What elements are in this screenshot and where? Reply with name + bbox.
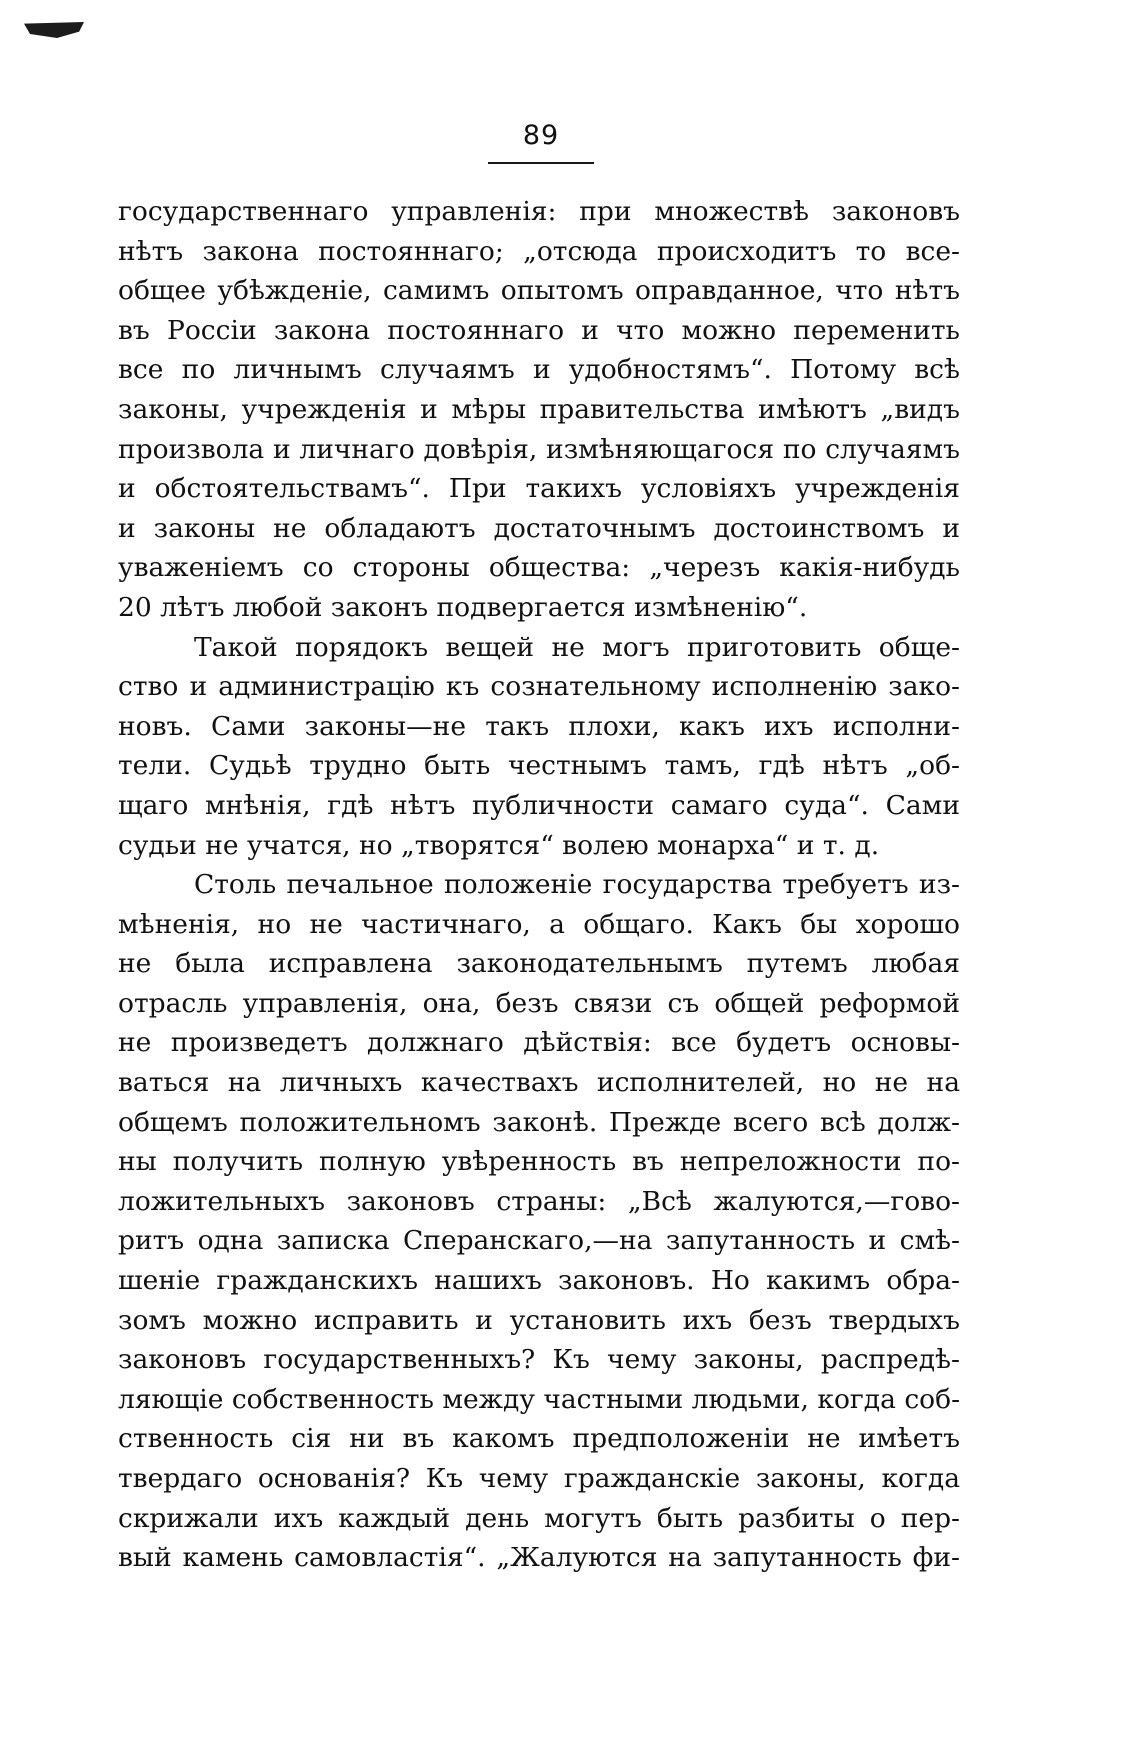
body-text: [118, 192, 960, 1578]
paragraph: [118, 865, 960, 1578]
text-line: нѣтъ закона постояннаго; „отсюда происходитъ то все-: [118, 235, 960, 267]
text-line: новъ. Сами законы—не такъ плохи, какъ ихъ исполни-: [118, 710, 960, 742]
scan-stain: [24, 22, 84, 38]
text-line: скрижали ихъ каждый день могутъ быть разбиты о пер-: [118, 1502, 960, 1534]
text-line: ваться на личныхъ качествахъ исполнителей, но не на: [118, 1067, 960, 1099]
text-line: Столь печальное положеніе государства требуетъ из-: [194, 869, 960, 901]
text-line: общее убѣжденіе, самимъ опытомъ оправданное, что нѣтъ: [118, 275, 960, 307]
text-line: произвола и личнаго довѣрія, измѣняющагося по случаямъ: [118, 433, 960, 465]
text-line: судьи не учатся, но „творятся“ волею монарха“ и т. д.: [118, 829, 880, 861]
text-line: уваженіемъ со стороны общества: „черезъ какія-нибудь: [118, 552, 960, 584]
text-line: зомъ можно исправить и установить ихъ безъ твердыхъ: [118, 1304, 960, 1336]
text-line: ство и администрацію къ сознательному исполненію зако-: [118, 671, 960, 703]
text-line: 20 лѣтъ любой законъ подвергается измѣненію“.: [118, 591, 808, 623]
text-line: ложительныхъ законовъ страны: „Всѣ жалуются,—гово-: [118, 1185, 960, 1217]
text-line: государственнаго управленія: при множествѣ законовъ: [118, 196, 960, 227]
text-line: ны получить полную увѣренность въ непреложности по-: [118, 1146, 960, 1178]
text-line: законы, учрежденія и мѣры правительства имѣютъ „видъ: [118, 393, 960, 425]
text-line: не была исправлена законодательнымъ путемъ любая: [118, 948, 960, 980]
text-line: не произведетъ должнаго дѣйствія: все будетъ основы-: [118, 1027, 960, 1059]
text-line: законовъ государственныхъ? Къ чему законы, распредѣ-: [118, 1344, 960, 1376]
text-line: и законы не обладаютъ достаточнымъ достоинствомъ и: [118, 512, 960, 544]
text-line: въ Россіи закона постояннаго и что можно переменить: [118, 314, 960, 346]
text-line: вый камень самовластія“. „Жалуются на запутанность фи-: [118, 1542, 960, 1574]
text-line: щаго мнѣнія, гдѣ нѣтъ публичности самаго суда“. Сами: [118, 789, 960, 821]
text-line: тели. Судьѣ трудно быть честнымъ тамъ, гдѣ нѣтъ „об-: [118, 750, 960, 782]
text-line: общемъ положительномъ законѣ. Прежде всего всѣ долж-: [118, 1106, 960, 1138]
paragraph: [118, 628, 960, 866]
text-line: ляющіе собственность между частными людьми, когда соб-: [118, 1383, 961, 1415]
text-line: отрасль управленія, она, безъ связи съ общей реформой: [118, 987, 960, 1019]
text-line: ритъ одна записка Сперанскаго,—на запутанность и смѣ-: [118, 1225, 960, 1257]
text-line: мѣненія, но не частичнаго, а общаго. Какъ бы хорошо: [118, 908, 960, 940]
text-line: и обстоятельствамъ“. При такихъ условіяхъ учрежденія: [118, 473, 960, 505]
page-number: 89: [522, 120, 560, 151]
page-number-rule: [488, 162, 594, 164]
text-line: шеніе гражданскихъ нашихъ законовъ. Но какимъ обра-: [118, 1265, 960, 1297]
text-line: твердаго основанія? Къ чему гражданскіе законы, когда: [118, 1463, 960, 1494]
paragraph: [118, 192, 960, 628]
text-line: Такой порядокъ вещей не могъ приготовить обще-: [194, 631, 960, 663]
text-line: все по личнымъ случаямъ и удобностямъ“. Потому всѣ: [118, 354, 960, 386]
text-line: ственность сія ни въ какомъ предположеніи не имѣетъ: [118, 1423, 960, 1455]
